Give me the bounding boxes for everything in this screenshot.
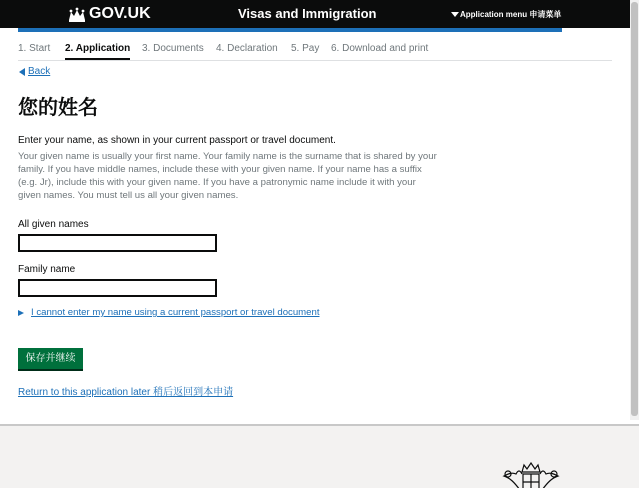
triangle-down-icon <box>451 12 459 17</box>
steps-divider <box>18 60 612 61</box>
crown-icon <box>68 7 86 22</box>
govuk-logo-link[interactable] <box>68 5 151 23</box>
cannot-enter-name-details[interactable] <box>18 306 320 319</box>
back-link-label: Back <box>28 66 51 77</box>
cannot-enter-name-summary: I cannot enter my name using a current passport or travel document <box>31 307 320 318</box>
triangle-left-icon <box>19 68 25 76</box>
lead-text: Enter your name, as shown in your current passport or travel document. <box>18 135 336 146</box>
site-header <box>0 0 639 28</box>
save-and-continue-button[interactable]: 保存并继续 <box>18 348 83 369</box>
family-name-input[interactable] <box>18 279 217 297</box>
logo-text: GOV.UK <box>89 5 151 22</box>
application-menu-toggle[interactable] <box>451 9 561 20</box>
service-name[interactable]: Visas and Immigration <box>238 6 377 21</box>
royal-coat-of-arms-icon <box>496 462 566 488</box>
step-application[interactable]: 2. Application <box>65 43 131 54</box>
step-start[interactable]: 1. Start <box>18 43 51 54</box>
hint-text: Your given name is usually your first name. Your family name is the surname that is shared by your family. If you have middle names, include these with your given name. If your name has a suffix (e.g. Jr), include this with your given name. If you have a patronymic name include it with your given names. You must tell us all your given names. <box>18 151 437 201</box>
page-title: 您的姓名 <box>18 97 98 119</box>
step-download-and-print: 6. Download and print <box>331 43 429 54</box>
step-declaration: 4. Declaration <box>216 43 278 54</box>
return-later-link[interactable]: Return to this application later 稍后返回到本申请 <box>18 387 234 398</box>
site-footer <box>0 424 639 488</box>
step-pay: 5. Pay <box>291 43 320 54</box>
header-accent-bar <box>18 28 562 32</box>
triangle-right-icon <box>18 310 24 316</box>
given-names-label: All given names <box>18 219 89 230</box>
page-scrollbar[interactable] <box>630 0 639 420</box>
scrollbar-thumb[interactable] <box>631 2 638 416</box>
application-menu-label: Application menu 申请菜单 <box>460 10 562 19</box>
step-documents: 3. Documents <box>142 43 204 54</box>
back-link[interactable] <box>19 65 50 79</box>
given-names-input[interactable] <box>18 234 217 252</box>
family-name-label: Family name <box>18 264 76 275</box>
